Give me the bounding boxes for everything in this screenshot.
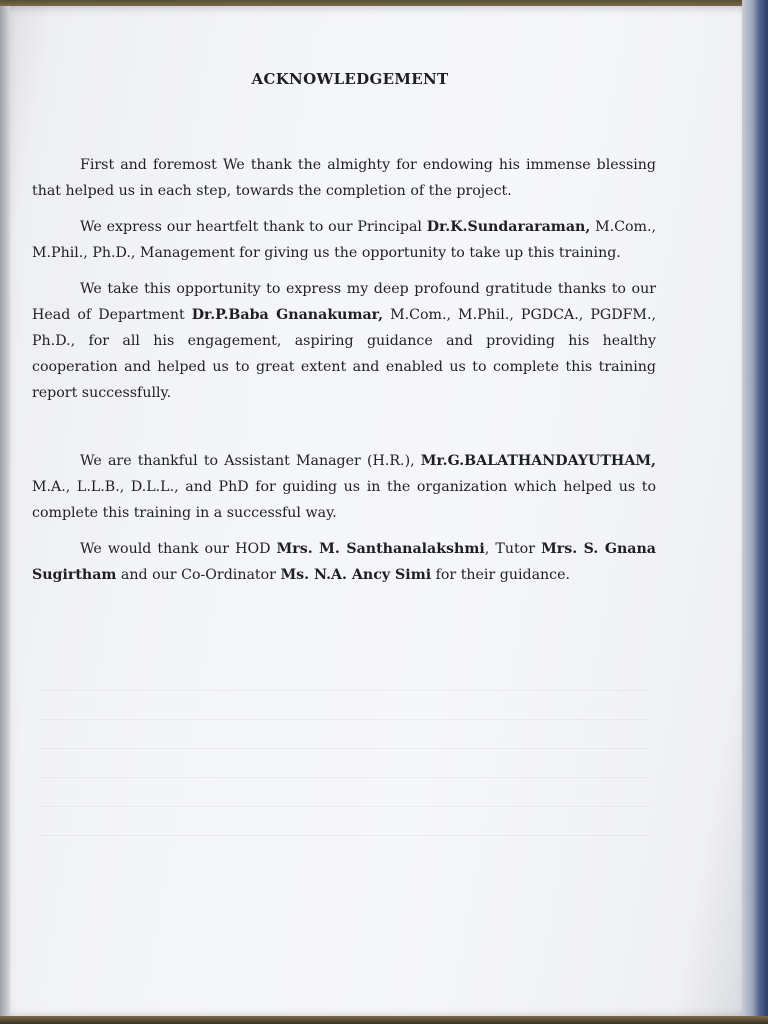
paragraph-4-after: M.A., L.L.B., D.L.L., and PhD for guiding us in the organization which helped us to complete this training in a successful way. <box>32 479 656 521</box>
paragraph-2-after: M.Com., M.Phil., Ph.D., Management for giving us the opportunity to take up this training. <box>32 219 656 261</box>
assistant-manager-name: Mr.G.BALATHANDAYUTHAM, <box>420 453 656 469</box>
paragraph-5-t1: We would thank our HOD <box>80 541 277 557</box>
paragraph-5-t3: and our Co-Ordinator <box>116 567 281 583</box>
paragraph-2-before: We express our heartfelt thank to our Principal <box>80 219 427 235</box>
paragraph-2 <box>32 214 656 266</box>
paragraph-5-t4: for their guidance. <box>431 567 571 583</box>
hod-name: Mrs. M. Santhanalakshmi <box>276 541 485 557</box>
page-edge-bottom <box>0 1016 768 1024</box>
book-gutter <box>0 6 10 1018</box>
document-content <box>32 66 656 588</box>
show-through-table <box>40 690 650 861</box>
paragraph-1 <box>32 152 656 204</box>
coordinator-name: Ms. N.A. Ancy Simi <box>280 567 432 583</box>
paragraph-3 <box>32 276 656 406</box>
paragraph-3-before: We take this opportunity to express my deep profound gratitude thanks to our Head of Department <box>32 281 656 323</box>
principal-name: Dr.K.Sundararaman, <box>426 219 591 235</box>
paragraph-4-before: We are thankful to Assistant Manager (H.R.), <box>80 453 421 469</box>
tutor-name: Mrs. S. Gnana Sugirtham <box>32 541 657 583</box>
paragraph-4 <box>32 448 656 526</box>
page-title: ACKNOWLEDGEMENT <box>251 70 449 88</box>
paragraph-5-t2: , Tutor <box>484 541 542 557</box>
paragraph-5 <box>32 536 656 588</box>
paragraph-1-text: First and foremost We thank the almighty for endowing his immense blessing that helped us in each step, towards the completion of the project. <box>32 157 656 199</box>
paragraph-3-after: M.Com., M.Phil., PGDCA., PGDFM., Ph.D., for all his engagement, aspiring guidance and providing his healthy cooperation and helped us to great extent and enabled us to complete this training report successfully. <box>32 307 656 401</box>
page-edge-right <box>742 0 768 1024</box>
hod-department-name: Dr.P.Baba Gnanakumar, <box>191 307 384 323</box>
